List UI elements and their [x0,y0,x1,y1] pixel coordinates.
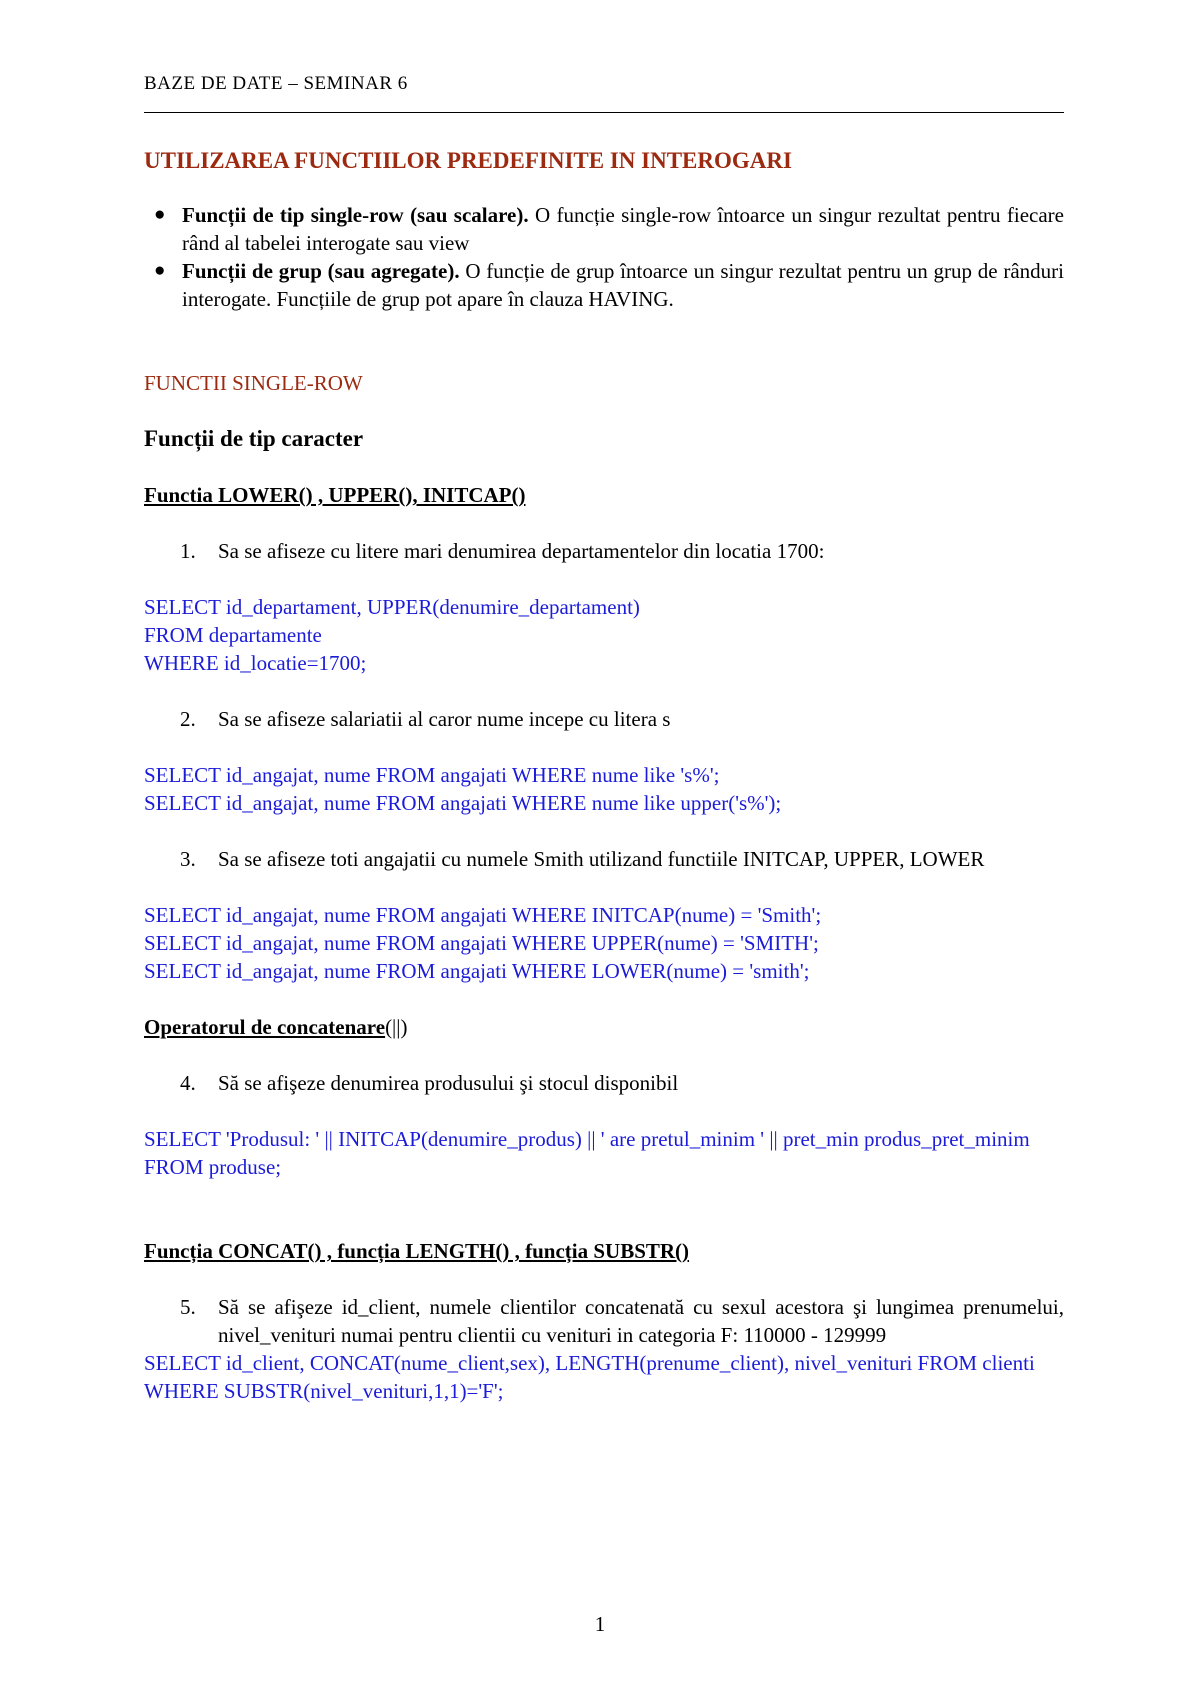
code-line: SELECT id_angajat, nume FROM angajati WHERE nume like 's%'; [144,763,720,787]
bullet-bold-text: Funcții de tip single-row (sau scalare). [182,203,529,227]
task-5 [144,1293,1064,1349]
heading-underlined-text: Operatorul de concatenare [144,1015,386,1039]
list-item [144,257,1064,313]
task-1 [144,537,1064,565]
code-line: SELECT id_client, CONCAT(nume_client,sex), LENGTH(prenume_client), nivel_venituri FROM clienti [144,1351,1035,1375]
bullet-icon: ● [154,260,166,281]
task-2 [144,705,1064,733]
code-line: FROM produse; [144,1155,282,1179]
heading-concatenation-operator [144,1013,1064,1041]
code-line: SELECT id_angajat, nume FROM angajati WHERE INITCAP(nume) = 'Smith'; [144,903,822,927]
task-text: Sa se afiseze salariatii al caror nume incepe cu litera s [218,707,671,731]
task-3 [144,845,1064,873]
document-title: UTILIZAREA FUNCTIILOR PREDEFINITE IN INTEROGARI [144,148,792,173]
code-line: SELECT id_angajat, nume FROM angajati WHERE LOWER(nume) = 'smith'; [144,959,810,983]
page-number: 1 [594,1612,606,1636]
header-rule [144,112,1064,113]
code-line: WHERE id_locatie=1700; [144,651,367,675]
task-number: 3. [180,847,196,871]
task-text: Sa se afiseze cu litere mari denumirea departamentelor din locatia 1700: [218,539,825,563]
task-text: Să se afişeze denumirea produsului şi stocul disponibil [218,1071,679,1095]
code-block-1 [144,593,1064,677]
code-line: SELECT id_departament, UPPER(denumire_departament) [144,595,640,619]
task-number: 4. [180,1071,196,1095]
code-block-5 [144,1349,1064,1405]
bullet-text: O funcție single-row întoarce un singur rezultat pentru fiecare rând al tabelei interogate sau view [182,203,1064,255]
task-4 [144,1069,1064,1097]
bullet-icon: ● [154,204,166,225]
heading-lower-upper-initcap: Functia LOWER() , UPPER(), INITCAP() [144,483,526,507]
bullet-bold-text: Funcții de grup (sau agregate). [182,259,460,283]
code-block-4 [144,1125,1064,1181]
task-text: Sa se afiseze toti angajatii cu numele Smith utilizand functiile INITCAP, UPPER, LOWER [218,847,985,871]
heading-concat-length-substr: Funcția CONCAT() , funcția LENGTH() , funcția SUBSTR() [144,1239,690,1263]
code-line: SELECT id_angajat, nume FROM angajati WHERE nume like upper('s%'); [144,791,782,815]
task-text: Să se afişeze id_client, numele clientilor concatenată cu sexul acestora şi lungimea prenumelui, nivel_venituri numai pentru clientii cu venituri in categoria F: 110000 - 129999 [218,1295,1064,1347]
list-item [144,201,1064,257]
code-line: SELECT 'Produsul: ' || INITCAP(denumire_produs) || ' are pretul_minim ' || pret_min produs_pret_minim [144,1127,1030,1151]
code-block-3 [144,901,1064,985]
section-title: FUNCTII SINGLE-ROW [144,371,363,395]
task-number: 2. [180,707,196,731]
task-number: 1. [180,539,196,563]
heading-rest-text: (||) [385,1015,408,1039]
code-line: WHERE SUBSTR(nivel_venituri,1,1)='F'; [144,1379,504,1403]
subsection-title: Funcții de tip caracter [144,426,364,451]
task-number: 5. [180,1295,196,1319]
running-header: BAZE DE DATE – SEMINAR 6 [144,73,408,94]
bullet-list [144,201,1064,313]
code-block-2 [144,761,1064,817]
bullet-text: O funcție de grup întoarce un singur rezultat pentru un grup de rânduri interogate. Funcțiile de grup pot apare în clauza HAVING. [182,259,1064,311]
code-line: FROM departamente [144,623,322,647]
code-line: SELECT id_angajat, nume FROM angajati WHERE UPPER(nume) = 'SMITH'; [144,931,819,955]
